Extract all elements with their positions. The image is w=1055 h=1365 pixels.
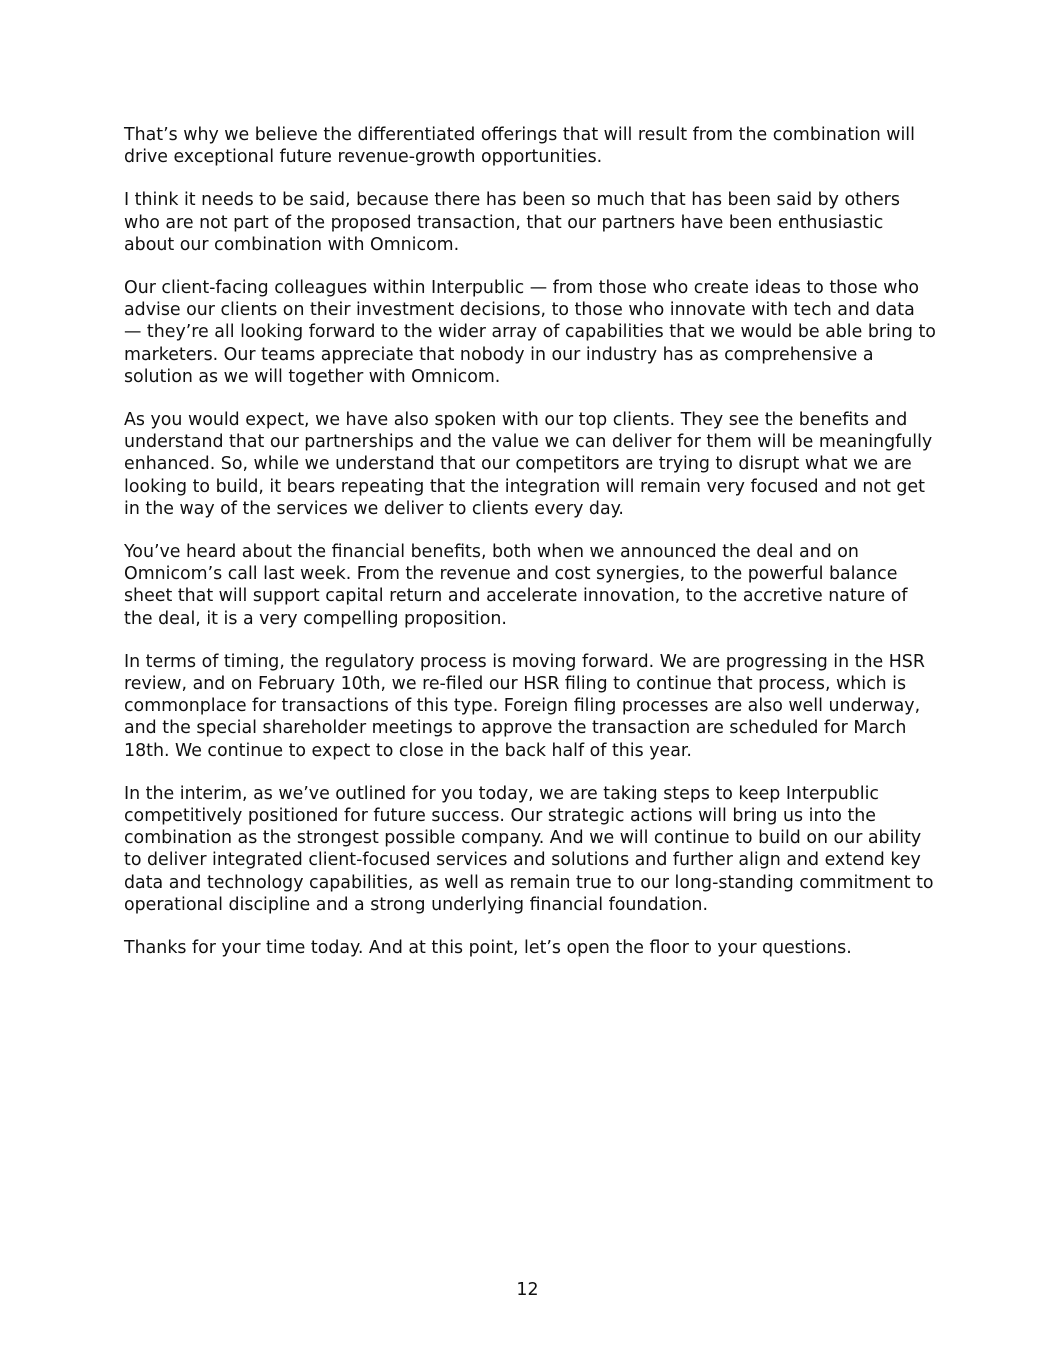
document-body (124, 124, 936, 980)
paragraph-7: In the interim, as we’ve outlined for you today, we are taking steps to keep Interpublic competitively positioned for future success. Our strategic actions will bring us into the combination as the strongest possible company. And we will continue to build on our ability to deliver integrated client-focused services and solutions and further align and extend key data and technology capabilities, as well as remain true to our long-standing commitment to operational discipline and a strong underlying financial foundation. (124, 783, 934, 915)
page-number: 12 (516, 1280, 539, 1300)
paragraph-5: You’ve heard about the financial benefits, both when we announced the deal and on Omnicom’s call last week. From the revenue and cost synergies, to the powerful balance sheet that will support capital return and accelerate innovation, to the accretive nature of the deal, it is a very compelling proposition. (124, 542, 908, 629)
paragraph-4: As you would expect, we have also spoken with our top clients. They see the benefits and understand that our partnerships and the value we can deliver for them will be meaningfully enhanced. So, while we understand that our competitors are trying to disrupt what we are looking to build, it bears repeating that the integration will remain very focused and not get in the way of the services we deliver to clients every day. (124, 410, 933, 519)
paragraph-2: I think it needs to be said, because there has been so much that has been said by others who are not part of the proposed transaction, that our partners have been enthusiastic about our combination with Omnicom. (124, 190, 900, 255)
paragraph-1: That’s why we believe the differentiated offerings that will result from the combination will drive exceptional future revenue-growth opportunities. (124, 125, 915, 168)
paragraph-8: Thanks for your time today. And at this point, let’s open the floor to your questions. (124, 938, 852, 959)
paragraph-3: Our client-facing colleagues within Interpublic — from those who create ideas to those who advise our clients on their investment decisions, to those who innovate with tech and data — they’re all looking forward to the wider array of capabilities that we would be able bring to marketers. Our teams appreciate that nobody in our industry has as comprehensive a solution as we will together with Omnicom. (124, 278, 936, 387)
paragraph-6: In terms of timing, the regulatory process is moving forward. We are progressing in the HSR review, and on February 10th, we re-filed our HSR filing to continue that process, which is commonplace for transactions of this type. Foreign filing processes are also well underway, and the special shareholder meetings to approve the transaction are scheduled for March 18th. We continue to expect to close in the back half of this year. (124, 651, 925, 761)
